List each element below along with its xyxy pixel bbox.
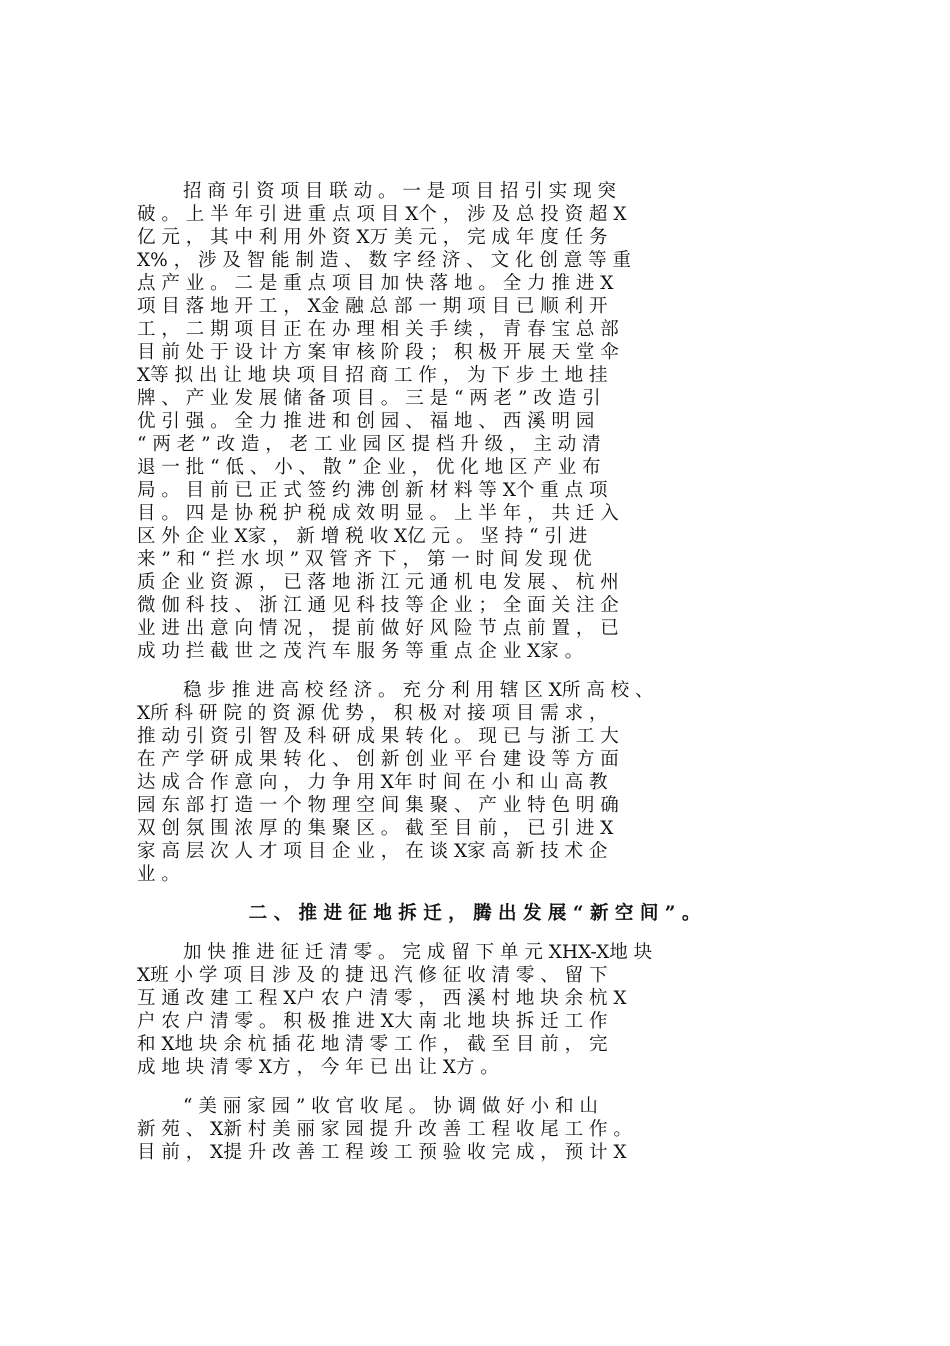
text-line: 业 进 出 意 向 情 况 ， 提 前 做 好 风 险 节 点 前 置 ， 已 [137, 618, 619, 639]
text-line: 牌 、 产 业 发 展 储 备 项 目 。 三 是 “ 两 老 ” 改 造 引 [137, 388, 601, 409]
text-line: 质 企 业 资 源 ， 已 落 地 浙 江 元 通 机 电 发 展 、 杭 州 [137, 572, 619, 593]
text-line: 业 。 [137, 864, 180, 885]
text-line: 互 通 改 建 工 程 X户 农 户 清 零 ， 西 溪 村 地 块 余 杭 X [137, 988, 627, 1009]
text-line: 工 ， 二 期 项 目 正 在 办 理 相 关 手 续 ， 青 春 宝 总 部 [137, 319, 619, 340]
text-line: 户 农 户 清 零 。 积 极 推 进 X大 南 北 地 块 拆 迁 工 作 [137, 1011, 608, 1032]
paragraph-investment-linkage [137, 180, 812, 663]
text-line: 园 东 部 打 造 一 个 物 理 空 间 集 聚 、 产 业 特 色 明 确 [137, 795, 619, 816]
text-line: 推 动 引 资 引 智 及 科 研 成 果 转 化 。 现 已 与 浙 工 大 [137, 726, 619, 747]
text-line: 成 功 拦 截 世 之 茂 汽 车 服 务 等 重 点 企 业 X家 。 [137, 641, 584, 662]
text-line: X% ， 涉 及 智 能 制 造 、 数 字 经 济 、 文 化 创 意 等 重 [137, 250, 631, 271]
text-line: 家 高 层 次 人 才 项 目 企 业 ， 在 谈 X家 高 新 技 术 企 [137, 841, 608, 862]
text-line: 点 产 业 。 二 是 重 点 项 目 加 快 落 地 。 全 力 推 进 X [137, 273, 614, 294]
text-line: X所 科 研 院 的 资 源 优 势 ， 积 极 对 接 项 目 需 求 ， [137, 703, 608, 724]
paragraph-beautiful-homes [137, 1095, 812, 1164]
text-line: “ 美 丽 家 园 ” 收 官 收 尾 。 协 调 做 好 小 和 山 [183, 1096, 598, 1117]
text-line: 目 前 处 于 设 计 方 案 审 核 阶 段 ； 积 极 开 展 天 堂 伞 [137, 342, 619, 363]
text-line: 达 成 合 作 意 向 ， 力 争 用 X年 时 间 在 小 和 山 高 教 [137, 772, 608, 793]
text-line: X等 拟 出 让 地 块 项 目 招 商 工 作 ， 为 下 步 土 地 挂 [137, 365, 608, 386]
text-line: 目 前 ， X提 升 改 善 工 程 竣 工 预 验 收 完 成 ， 预 计 X [137, 1142, 627, 1163]
heading-line: 二 、 推 进 征 地 拆 迁 ， 腾 出 发 展 “ 新 空 间 ” 。 [248, 903, 701, 924]
section-heading [137, 902, 812, 925]
text-line: 退 一 批 “ 低 、 小 、 散 ” 企 业 ， 优 化 地 区 产 业 布 [137, 457, 601, 478]
text-line: 项 目 落 地 开 工 ， X金 融 总 部 一 期 项 目 已 顺 利 开 [137, 296, 608, 317]
text-line: 加 快 推 进 征 迁 清 零 。 完 成 留 下 单 元 XHX-X地 块 [183, 942, 653, 963]
paragraph-demolition-clearing [137, 941, 812, 1079]
text-line: 区 外 企 业 X家 ， 新 增 税 收 X亿 元 。 坚 持 “ 引 进 [137, 526, 588, 547]
text-line: 来 ” 和 “ 拦 水 坝 ” 双 管 齐 下 ， 第 一 时 间 发 现 优 [137, 549, 592, 570]
text-line: 新 苑 、 X新 村 美 丽 家 园 提 升 改 善 工 程 收 尾 工 作 。 [137, 1119, 632, 1140]
text-line: 目 。 四 是 协 税 护 税 成 效 明 显 。 上 半 年 ， 共 迁 入 [137, 503, 619, 524]
text-line: 在 产 学 研 成 果 转 化 、 创 新 创 业 平 台 建 设 等 方 面 [137, 749, 619, 770]
text-line: 成 地 块 清 零 X方 ， 今 年 已 出 让 X方 。 [137, 1057, 499, 1078]
text-line: 稳 步 推 进 高 校 经 济 。 充 分 利 用 辖 区 X所 高 校 、 [183, 680, 654, 701]
text-line: 微 伽 科 技 、 浙 江 通 见 科 技 等 企 业 ； 全 面 关 注 企 [137, 595, 619, 616]
text-line: “ 两 老 ” 改 造 ， 老 工 业 园 区 提 档 升 级 ， 主 动 清 [137, 434, 601, 455]
text-line: 和 X地 块 余 杭 插 花 地 清 零 工 作 ， 截 至 目 前 ， 完 [137, 1034, 608, 1055]
text-line: 优 引 强 。 全 力 推 进 和 创 园 、 福 地 、 西 溪 明 园 [137, 411, 595, 432]
text-line: 招 商 引 资 项 目 联 动 。 一 是 项 目 招 引 实 现 突 [183, 181, 616, 202]
text-line: 破 。 上 半 年 引 进 重 点 项 目 X个 ， 涉 及 总 投 资 超 X [137, 204, 627, 225]
text-line: 亿 元 ， 其 中 利 用 外 资 X万 美 元 ， 完 成 年 度 任 务 [137, 227, 608, 248]
text-line: 双 创 氛 围 浓 厚 的 集 聚 区 。 截 至 目 前 ， 已 引 进 X [137, 818, 614, 839]
text-line: X班 小 学 项 目 涉 及 的 捷 迅 汽 修 征 收 清 零 、 留 下 [137, 965, 608, 986]
paragraph-university-economy [137, 679, 812, 886]
document-body [137, 180, 812, 1180]
text-line: 局 。 目 前 已 正 式 签 约 沸 创 新 材 料 等 X个 重 点 项 [137, 480, 608, 501]
